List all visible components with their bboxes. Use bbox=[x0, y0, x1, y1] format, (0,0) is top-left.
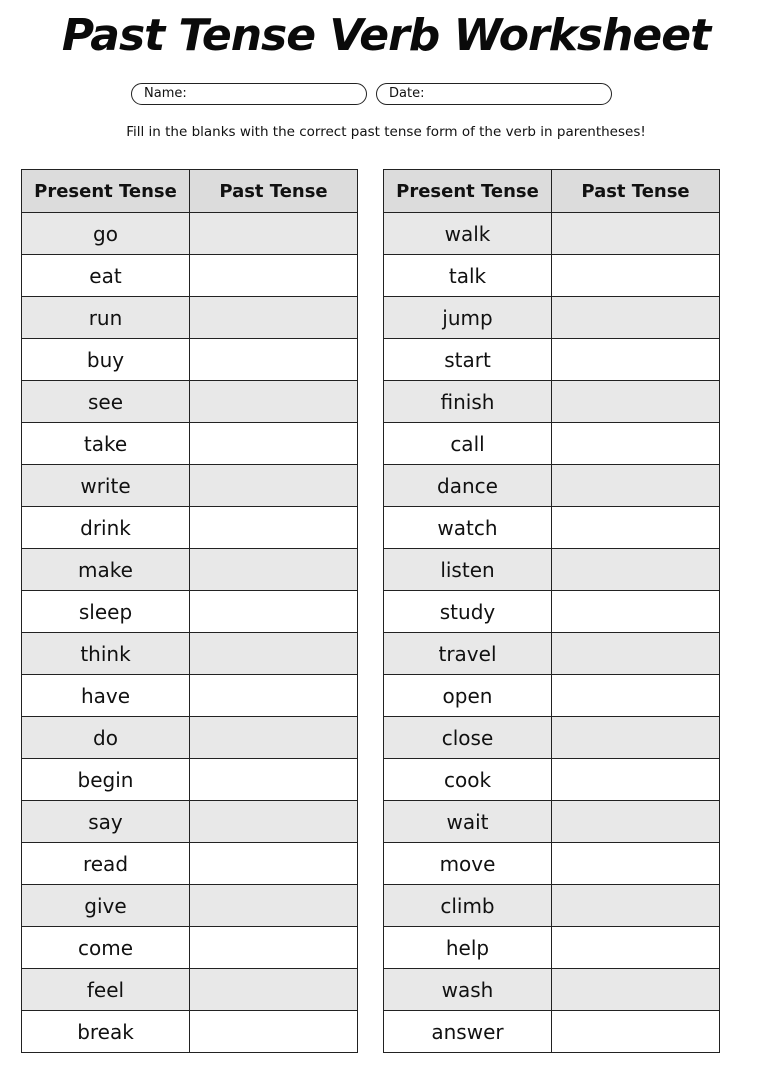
left-verb-table bbox=[21, 169, 358, 1053]
past-tense-answer-blank[interactable] bbox=[190, 591, 358, 633]
table-row bbox=[384, 633, 720, 675]
table-row bbox=[22, 717, 358, 759]
present-tense-cell: do bbox=[22, 717, 190, 759]
table-row bbox=[384, 843, 720, 885]
past-tense-answer-blank[interactable] bbox=[190, 843, 358, 885]
table-row bbox=[384, 213, 720, 255]
present-tense-cell: write bbox=[22, 465, 190, 507]
table-row bbox=[22, 885, 358, 927]
past-tense-answer-blank[interactable] bbox=[552, 381, 720, 423]
table-row bbox=[22, 675, 358, 717]
past-tense-answer-blank[interactable] bbox=[190, 633, 358, 675]
present-tense-cell: buy bbox=[22, 339, 190, 381]
past-tense-answer-blank[interactable] bbox=[552, 759, 720, 801]
instructions-text: Fill in the blanks with the correct past tense form of the verb in parentheses! bbox=[126, 124, 646, 140]
present-tense-cell: walk bbox=[384, 213, 552, 255]
past-tense-answer-blank[interactable] bbox=[552, 591, 720, 633]
table-header-row bbox=[22, 170, 358, 213]
past-tense-answer-blank[interactable] bbox=[552, 339, 720, 381]
table-row bbox=[384, 717, 720, 759]
past-tense-answer-blank[interactable] bbox=[552, 633, 720, 675]
date-field[interactable] bbox=[376, 83, 612, 105]
past-tense-answer-blank[interactable] bbox=[552, 1011, 720, 1053]
present-tense-cell: eat bbox=[22, 255, 190, 297]
table-row bbox=[384, 591, 720, 633]
past-tense-answer-blank[interactable] bbox=[190, 423, 358, 465]
past-tense-answer-blank[interactable] bbox=[190, 1011, 358, 1053]
table-row bbox=[22, 1011, 358, 1053]
table-row bbox=[384, 381, 720, 423]
past-tense-answer-blank[interactable] bbox=[190, 549, 358, 591]
table-row bbox=[384, 969, 720, 1011]
table-row bbox=[384, 255, 720, 297]
table-row bbox=[22, 465, 358, 507]
past-tense-answer-blank[interactable] bbox=[552, 927, 720, 969]
past-tense-answer-blank[interactable] bbox=[190, 465, 358, 507]
present-tense-cell: watch bbox=[384, 507, 552, 549]
present-tense-cell: give bbox=[22, 885, 190, 927]
present-tense-cell: drink bbox=[22, 507, 190, 549]
table-row bbox=[22, 339, 358, 381]
table-row bbox=[22, 801, 358, 843]
table-row bbox=[22, 633, 358, 675]
present-tense-cell: help bbox=[384, 927, 552, 969]
present-tense-cell: go bbox=[22, 213, 190, 255]
past-tense-answer-blank[interactable] bbox=[552, 717, 720, 759]
past-tense-answer-blank[interactable] bbox=[552, 801, 720, 843]
past-tense-answer-blank[interactable] bbox=[552, 297, 720, 339]
table-row bbox=[22, 213, 358, 255]
past-tense-answer-blank[interactable] bbox=[552, 255, 720, 297]
table-row bbox=[384, 675, 720, 717]
present-tense-header: Present Tense bbox=[384, 170, 552, 213]
past-tense-answer-blank[interactable] bbox=[552, 675, 720, 717]
present-tense-cell: make bbox=[22, 549, 190, 591]
present-tense-cell: run bbox=[22, 297, 190, 339]
past-tense-answer-blank[interactable] bbox=[552, 843, 720, 885]
table-row bbox=[384, 339, 720, 381]
past-tense-answer-blank[interactable] bbox=[190, 759, 358, 801]
present-tense-cell: say bbox=[22, 801, 190, 843]
past-tense-answer-blank[interactable] bbox=[190, 885, 358, 927]
table-row bbox=[22, 969, 358, 1011]
right-table-body bbox=[384, 213, 720, 1053]
right-verb-table bbox=[383, 169, 720, 1053]
table-row bbox=[22, 591, 358, 633]
present-tense-cell: study bbox=[384, 591, 552, 633]
table-row bbox=[384, 465, 720, 507]
present-tense-cell: begin bbox=[22, 759, 190, 801]
table-row bbox=[384, 801, 720, 843]
present-tense-cell: listen bbox=[384, 549, 552, 591]
table-row bbox=[22, 255, 358, 297]
table-row bbox=[22, 843, 358, 885]
present-tense-cell: think bbox=[22, 633, 190, 675]
past-tense-answer-blank[interactable] bbox=[552, 549, 720, 591]
present-tense-cell: come bbox=[22, 927, 190, 969]
present-tense-cell: read bbox=[22, 843, 190, 885]
past-tense-answer-blank[interactable] bbox=[190, 507, 358, 549]
past-tense-answer-blank[interactable] bbox=[552, 213, 720, 255]
present-tense-header: Present Tense bbox=[22, 170, 190, 213]
table-row bbox=[384, 927, 720, 969]
table-row bbox=[22, 507, 358, 549]
table-row bbox=[384, 423, 720, 465]
past-tense-answer-blank[interactable] bbox=[190, 339, 358, 381]
table-row bbox=[22, 927, 358, 969]
past-tense-answer-blank[interactable] bbox=[552, 507, 720, 549]
present-tense-cell: start bbox=[384, 339, 552, 381]
present-tense-cell: cook bbox=[384, 759, 552, 801]
present-tense-cell: open bbox=[384, 675, 552, 717]
table-row bbox=[22, 381, 358, 423]
past-tense-answer-blank[interactable] bbox=[190, 381, 358, 423]
table-row bbox=[384, 885, 720, 927]
past-tense-header: Past Tense bbox=[190, 170, 358, 213]
present-tense-cell: jump bbox=[384, 297, 552, 339]
page-title: Past Tense Verb Worksheet bbox=[61, 10, 711, 61]
past-tense-answer-blank[interactable] bbox=[190, 675, 358, 717]
table-row bbox=[22, 297, 358, 339]
present-tense-cell: move bbox=[384, 843, 552, 885]
past-tense-answer-blank[interactable] bbox=[190, 927, 358, 969]
table-header-row bbox=[384, 170, 720, 213]
present-tense-cell: wash bbox=[384, 969, 552, 1011]
table-row bbox=[384, 549, 720, 591]
table-row bbox=[384, 507, 720, 549]
table-row bbox=[384, 759, 720, 801]
present-tense-cell: answer bbox=[384, 1011, 552, 1053]
past-tense-answer-blank[interactable] bbox=[190, 255, 358, 297]
past-tense-header: Past Tense bbox=[552, 170, 720, 213]
present-tense-cell: feel bbox=[22, 969, 190, 1011]
date-label: Date: bbox=[389, 86, 425, 101]
present-tense-cell: see bbox=[22, 381, 190, 423]
present-tense-cell: call bbox=[384, 423, 552, 465]
table-row bbox=[384, 297, 720, 339]
past-tense-answer-blank[interactable] bbox=[552, 885, 720, 927]
table-row bbox=[22, 759, 358, 801]
past-tense-answer-blank[interactable] bbox=[190, 297, 358, 339]
present-tense-cell: wait bbox=[384, 801, 552, 843]
past-tense-answer-blank[interactable] bbox=[552, 423, 720, 465]
name-field[interactable] bbox=[131, 83, 367, 105]
left-table-body bbox=[22, 213, 358, 1053]
present-tense-cell: climb bbox=[384, 885, 552, 927]
past-tense-answer-blank[interactable] bbox=[552, 969, 720, 1011]
present-tense-cell: have bbox=[22, 675, 190, 717]
present-tense-cell: travel bbox=[384, 633, 552, 675]
present-tense-cell: sleep bbox=[22, 591, 190, 633]
past-tense-answer-blank[interactable] bbox=[552, 465, 720, 507]
present-tense-cell: close bbox=[384, 717, 552, 759]
present-tense-cell: dance bbox=[384, 465, 552, 507]
table-row bbox=[384, 1011, 720, 1053]
past-tense-answer-blank[interactable] bbox=[190, 213, 358, 255]
present-tense-cell: finish bbox=[384, 381, 552, 423]
present-tense-cell: break bbox=[22, 1011, 190, 1053]
name-label: Name: bbox=[144, 86, 187, 101]
past-tense-answer-blank[interactable] bbox=[190, 801, 358, 843]
table-row bbox=[22, 549, 358, 591]
past-tense-answer-blank[interactable] bbox=[190, 717, 358, 759]
present-tense-cell: take bbox=[22, 423, 190, 465]
present-tense-cell: talk bbox=[384, 255, 552, 297]
past-tense-answer-blank[interactable] bbox=[190, 969, 358, 1011]
table-row bbox=[22, 423, 358, 465]
